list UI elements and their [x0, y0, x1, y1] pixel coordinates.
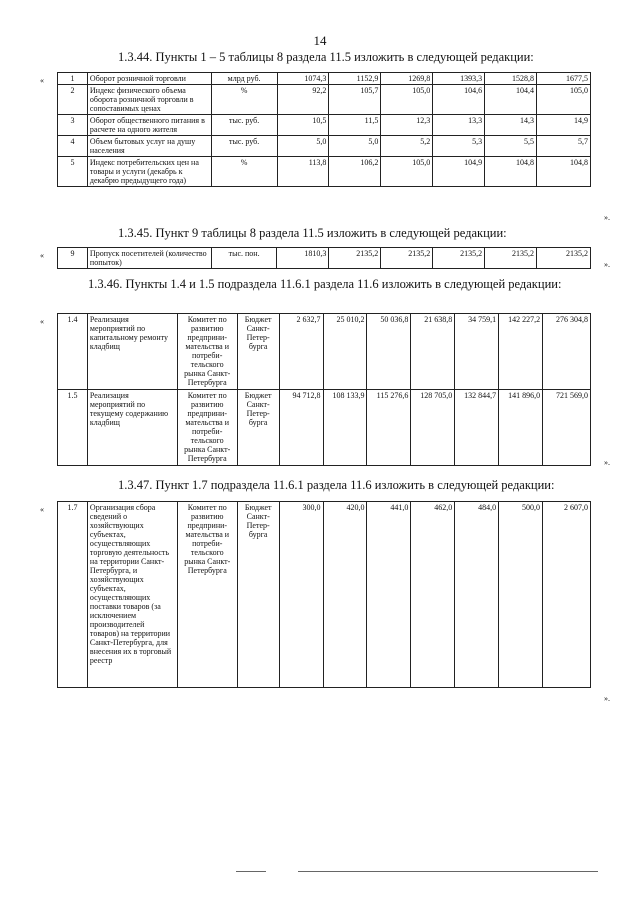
unit-cell: тыс. руб. [211, 115, 277, 136]
row-number-cell: 9 [58, 248, 88, 269]
indicator-name-cell: Пропуск посетителей (количество попыток) [87, 248, 211, 269]
value-cell: 2 632,7 [279, 314, 323, 390]
table-row [58, 115, 591, 136]
value-cell: 104,9 [433, 157, 485, 187]
table-row [58, 85, 591, 115]
measure-name-cell: Организация сбора сведений о хозяйствующих субъектах, осуществляющих торговую деятельность на территории Санкт-Петербурга, и хозяйствующих субъектах, осуществляющих поставки товаров (за исключением производителей товаров) на территории Санкт-Петербурга, для внесения их в торговый реестр [87, 502, 177, 688]
value-cell: 5,0 [277, 136, 329, 157]
value-cell: 50 036,8 [367, 314, 411, 390]
value-cell: 2 607,0 [543, 502, 591, 688]
value-cell: 21 638,8 [411, 314, 455, 390]
value-cell: 484,0 [455, 502, 499, 688]
measure-name-cell: Реализация мероприятий по капитальному ремонту кладбищ [87, 314, 177, 390]
footer-rule [298, 871, 598, 872]
value-cell: 104,8 [537, 157, 591, 187]
table-visitor-pass [57, 247, 591, 269]
value-cell: 5,2 [381, 136, 433, 157]
table-trade-register [57, 501, 591, 688]
value-cell: 14,3 [485, 115, 537, 136]
value-cell: 5,7 [537, 136, 591, 157]
value-cell: 5,0 [329, 136, 381, 157]
close-quote: ». [604, 213, 610, 222]
section-1-3-45-heading: 1.3.45. Пункт 9 таблицы 8 раздела 11.5 изложить в следующей редакции: [118, 226, 507, 240]
value-cell: 500,0 [499, 502, 543, 688]
open-quote: « [40, 76, 44, 85]
executor-cell: Комитет по развитию предприни-мательства и потреби-тельского рынка Санкт-Петербурга [177, 502, 237, 688]
value-cell: 721 569,0 [543, 390, 591, 466]
table-row [58, 248, 591, 269]
funding-source-cell: Бюджет Санкт-Петер-бурга [237, 390, 279, 466]
executor-cell: Комитет по развитию предприни-мательства и потреби-тельского рынка Санкт-Петербурга [177, 314, 237, 390]
value-cell: 25 010,2 [323, 314, 367, 390]
value-cell: 105,0 [537, 85, 591, 115]
value-cell: 10,5 [277, 115, 329, 136]
indicator-name-cell: Оборот общественного питания в расчете на одного жителя [87, 115, 211, 136]
close-quote: ». [604, 458, 610, 467]
value-cell: 420,0 [323, 502, 367, 688]
unit-cell: тыс. пон. [211, 248, 277, 269]
open-quote: « [40, 317, 44, 326]
unit-cell: % [211, 157, 277, 187]
value-cell: 462,0 [411, 502, 455, 688]
table-row [58, 502, 591, 688]
value-cell: 106,2 [329, 157, 381, 187]
close-quote: ». [604, 694, 610, 703]
indicator-name-cell: Оборот розничной торговли [87, 73, 211, 85]
row-number-cell: 3 [58, 115, 88, 136]
section-1-3-46-heading: 1.3.46. Пункты 1.4 и 1.5 подраздела 11.6.1 раздела 11.6 изложить в следующей редакции: [88, 277, 562, 291]
unit-cell: тыс. руб. [211, 136, 277, 157]
value-cell: 105,7 [329, 85, 381, 115]
section-1-3-44-heading: 1.3.44. Пункты 1 – 5 таблицы 8 раздела 11.5 изложить в следующей редакции: [118, 50, 534, 64]
value-cell: 132 844,7 [455, 390, 499, 466]
table-row [58, 314, 591, 390]
value-cell: 2135,2 [537, 248, 591, 269]
table-row [58, 157, 591, 187]
table-row [58, 390, 591, 466]
close-quote: ». [604, 260, 610, 269]
measure-name-cell: Реализация мероприятий по текущему содержанию кладбищ [87, 390, 177, 466]
funding-source-cell: Бюджет Санкт-Петер-бурга [237, 314, 279, 390]
funding-source-cell: Бюджет Санкт-Петер-бурга [237, 502, 279, 688]
value-cell: 276 304,8 [543, 314, 591, 390]
indicator-name-cell: Объем бытовых услуг на душу населения [87, 136, 211, 157]
value-cell: 1810,3 [277, 248, 329, 269]
value-cell: 5,5 [485, 136, 537, 157]
value-cell: 108 133,9 [323, 390, 367, 466]
value-cell: 128 705,0 [411, 390, 455, 466]
value-cell: 2135,2 [381, 248, 433, 269]
open-quote: « [40, 251, 44, 260]
open-quote: « [40, 505, 44, 514]
table-row [58, 136, 591, 157]
value-cell: 104,6 [433, 85, 485, 115]
value-cell: 1528,8 [485, 73, 537, 85]
section-1-3-47-heading: 1.3.47. Пункт 1.7 подраздела 11.6.1 раздела 11.6 изложить в следующей редакции: [118, 478, 555, 492]
indicator-name-cell: Индекс физического объема оборота розничной торговли в сопоставимых ценах [87, 85, 211, 115]
value-cell: 1074,3 [277, 73, 329, 85]
value-cell: 12,3 [381, 115, 433, 136]
row-number-cell: 2 [58, 85, 88, 115]
value-cell: 2135,2 [485, 248, 537, 269]
value-cell: 2135,2 [433, 248, 485, 269]
page-number: 14 [313, 33, 327, 48]
unit-cell: млрд руб. [211, 73, 277, 85]
value-cell: 142 227,2 [499, 314, 543, 390]
value-cell: 300,0 [279, 502, 323, 688]
value-cell: 105,0 [381, 157, 433, 187]
value-cell: 5,3 [433, 136, 485, 157]
unit-cell: % [211, 85, 277, 115]
value-cell: 92,2 [277, 85, 329, 115]
row-number-cell: 1.5 [58, 390, 88, 466]
row-number-cell: 1.7 [58, 502, 88, 688]
footer-rule [236, 871, 266, 872]
value-cell: 13,3 [433, 115, 485, 136]
value-cell: 105,0 [381, 85, 433, 115]
value-cell: 2135,2 [329, 248, 381, 269]
indicator-name-cell: Индекс потребительских цен на товары и услуги (декабрь к декабрю предыдущего года) [87, 157, 211, 187]
row-number-cell: 1.4 [58, 314, 88, 390]
value-cell: 113,8 [277, 157, 329, 187]
value-cell: 1269,8 [381, 73, 433, 85]
value-cell: 141 896,0 [499, 390, 543, 466]
row-number-cell: 4 [58, 136, 88, 157]
table-row [58, 73, 591, 85]
value-cell: 104,8 [485, 157, 537, 187]
value-cell: 34 759,1 [455, 314, 499, 390]
row-number-cell: 1 [58, 73, 88, 85]
value-cell: 115 276,6 [367, 390, 411, 466]
table-retail-indicators [57, 72, 591, 187]
value-cell: 14,9 [537, 115, 591, 136]
executor-cell: Комитет по развитию предприни-мательства и потреби-тельского рынка Санкт-Петербурга [177, 390, 237, 466]
value-cell: 1393,3 [433, 73, 485, 85]
value-cell: 441,0 [367, 502, 411, 688]
value-cell: 1152,9 [329, 73, 381, 85]
value-cell: 104,4 [485, 85, 537, 115]
value-cell: 94 712,8 [279, 390, 323, 466]
table-cemetery-measures [57, 313, 591, 466]
row-number-cell: 5 [58, 157, 88, 187]
value-cell: 1677,5 [537, 73, 591, 85]
value-cell: 11,5 [329, 115, 381, 136]
